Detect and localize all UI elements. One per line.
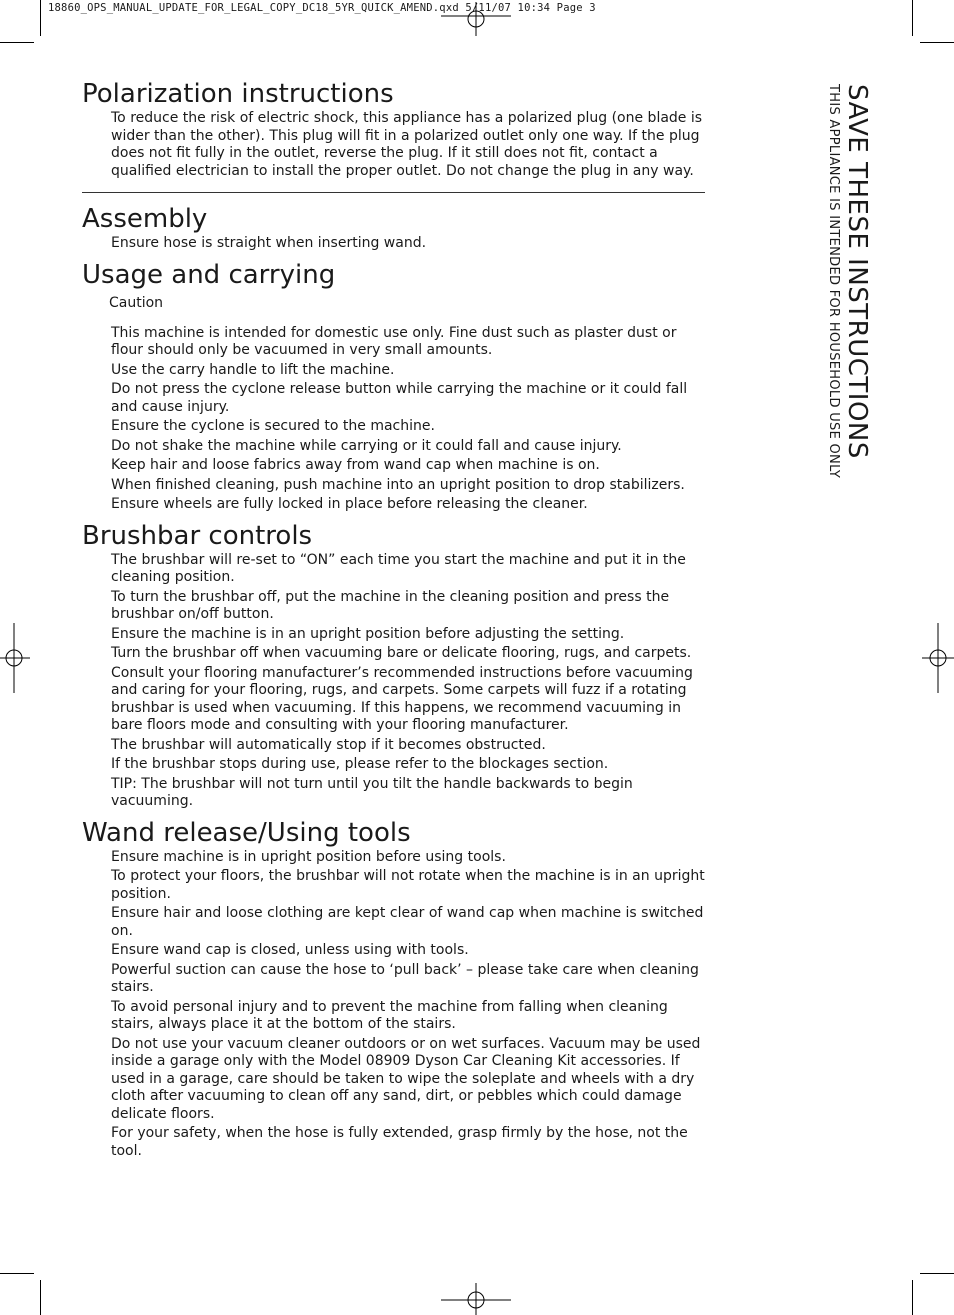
list-item: Ensure wheels are fully locked in place before releasing the cleaner.	[111, 496, 588, 512]
registration-mark-bottom	[441, 1283, 511, 1315]
crop-mark-top-left-v	[40, 0, 41, 36]
crop-mark-bottom-left-h	[0, 1273, 34, 1274]
list-item: Consult your flooring manufacturer’s recommended instructions before vacuuming and caring for your flooring, rugs, and carpets. Some carpets will fuzz if a rotating brushbar is used when vacuuming. If this happens, we recommend vacuuming in bare floors mode and consulting with your flooring manufacturer.	[111, 664, 693, 733]
list-item: Ensure machine is in upright position before using tools.	[111, 848, 506, 865]
sidebar-subtitle: THIS APPLIANCE IS INTENDED FOR HOUSEHOLD USE ONLY	[826, 84, 841, 479]
print-slug: 18860_OPS_MANUAL_UPDATE_FOR_LEGAL_COPY_DC18_5YR_QUICK_AMEND.qxd 5/11/07 10:34 Page 3	[48, 2, 596, 14]
section-heading: Usage and carrying	[82, 259, 336, 290]
section-polarization	[82, 78, 706, 180]
list-item: TIP: The brushbar will not turn until you tilt the handle backwards to begin vacuuming.	[111, 775, 633, 809]
list-item: If the brushbar stops during use, please refer to the blockages section.	[111, 756, 609, 772]
section-heading: Wand release/Using tools	[82, 817, 411, 848]
list-item: This machine is intended for domestic use only. Fine dust such as plaster dust or flour should only be vacuumed in very small amounts.	[111, 324, 677, 358]
crop-mark-top-right-v	[912, 0, 913, 36]
list-item: To protect your floors, the brushbar will not rotate when the machine is in an upright position.	[111, 868, 705, 902]
divider	[82, 192, 705, 193]
main-content	[82, 78, 706, 1160]
list-item: When finished cleaning, push machine into an upright position to drop stabilizers.	[111, 476, 685, 493]
caution-label: Caution	[109, 294, 164, 311]
list-item: Use the carry handle to lift the machine.	[111, 361, 395, 378]
section-wand	[82, 817, 706, 1161]
list-item: Do not press the cyclone release button while carrying the machine or it could fall and cause injury.	[111, 381, 688, 415]
list-item: Ensure hair and loose clothing are kept clear of wand cap when machine is switched on.	[111, 905, 704, 939]
list-item: Do not shake the machine while carrying or it could fall and cause injury.	[111, 437, 622, 454]
registration-mark-left	[0, 623, 30, 693]
list-item: To avoid personal injury and to prevent the machine from falling when cleaning stairs, always place it at the bottom of the stairs.	[111, 998, 668, 1032]
list-item: The brushbar will automatically stop if it becomes obstructed.	[111, 736, 546, 753]
sidebar-title: SAVE THESE INSTRUCTIONS	[842, 84, 872, 459]
registration-mark-top	[441, 2, 511, 36]
section-heading: Brushbar controls	[82, 520, 313, 551]
list-item: Turn the brushbar off when vacuuming bare or delicate flooring, rugs, and carpets.	[111, 645, 692, 661]
section-assembly	[82, 203, 706, 253]
section-heading: Assembly	[82, 204, 208, 234]
list-item: To turn the brushbar off, put the machine in the cleaning position and press the brushbar on/off button.	[111, 588, 670, 622]
list-item: Ensure the machine is in an upright position before adjusting the setting.	[111, 625, 625, 642]
registration-mark-right	[922, 623, 954, 693]
section-brushbar	[82, 520, 706, 811]
section-heading: Polarization instructions	[82, 79, 394, 109]
list-item: Ensure wand cap is closed, unless using with tools.	[111, 942, 469, 958]
crop-mark-bottom-left-v	[40, 1280, 41, 1315]
list-item: For your safety, when the hose is fully extended, grasp firmly by the hose, not the tool.	[111, 1125, 688, 1159]
crop-mark-top-right-h	[920, 42, 954, 43]
crop-mark-bottom-right-v	[912, 1280, 913, 1315]
crop-mark-top-left-h	[0, 42, 34, 43]
sidebar-vertical-banner	[824, 84, 872, 478]
crop-mark-bottom-right-h	[920, 1273, 954, 1274]
list-item: Powerful suction can cause the hose to ‘pull back’ – please take care when cleaning stairs.	[111, 961, 699, 995]
section-usage	[82, 259, 706, 514]
list-item: The brushbar will re-set to “ON” each time you start the machine and put it in the cleaning position.	[111, 551, 686, 585]
paragraph: Ensure hose is straight when inserting wand.	[111, 235, 427, 251]
list-item: Keep hair and loose fabrics away from wand cap when machine is on.	[111, 457, 600, 473]
list-item: Ensure the cyclone is secured to the machine.	[111, 418, 435, 434]
list-item: Do not use your vacuum cleaner outdoors or on wet surfaces. Vacuum may be used inside a garage only with the Model 08909 Dyson Car Cleaning Kit accessories. If used in a garage, care should be taken to wipe the soleplate and wheels with a dry cloth after vacuuming to clean off any sand, dirt, or pebbles which could damage delicate floors.	[111, 1035, 701, 1122]
paragraph: To reduce the risk of electric shock, this appliance has a polarized plug (one blade is wider than the other). This plug will fit in a polarized outlet only one way. If the plug does not fit fully in the outlet, reverse the plug. If it still does not fit, contact a qualified electrician to install the proper outlet. Do not change the plug in any way.	[111, 110, 703, 179]
